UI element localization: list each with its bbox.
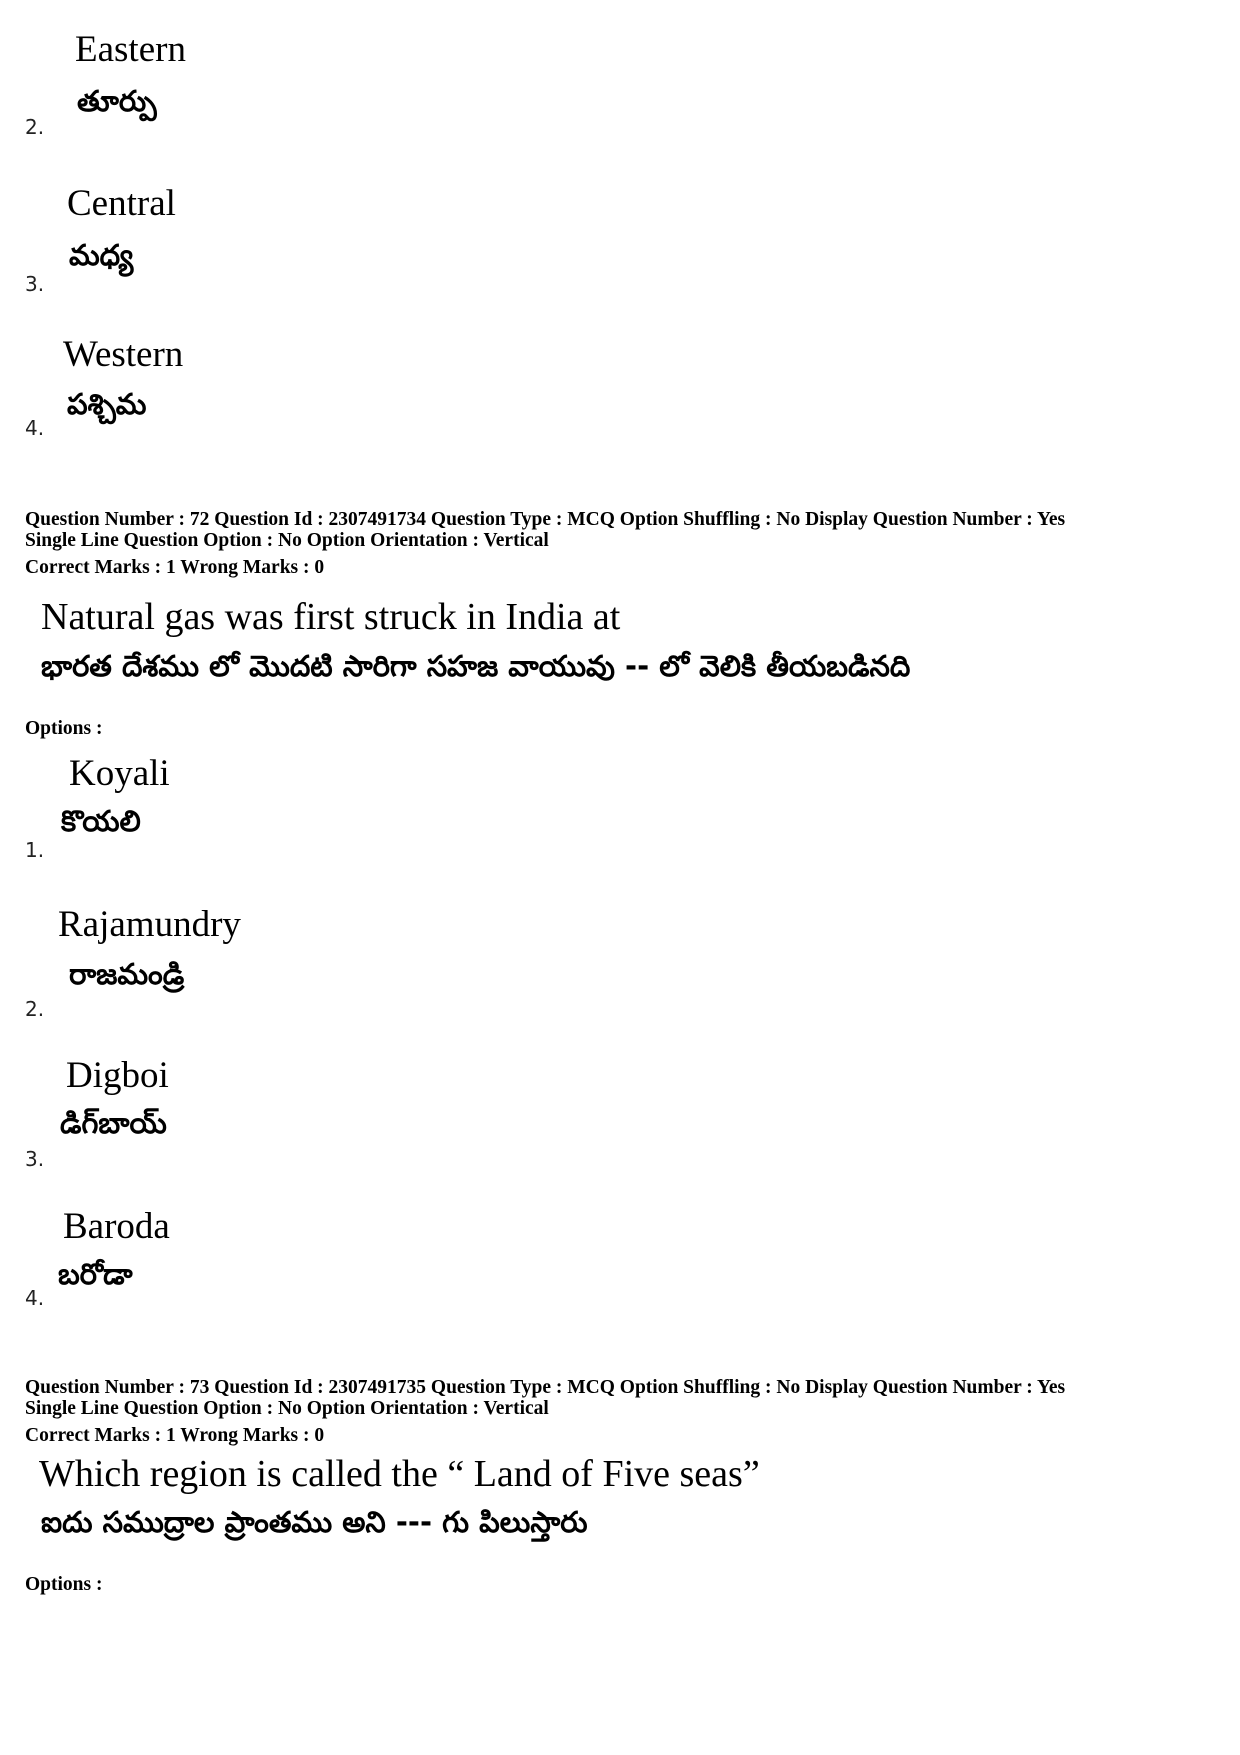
question-meta-line1: Question Number : 72 Question Id : 2307491734 Question Type : MCQ Option Shuffling : No Display Question Number : Yes (25, 509, 1066, 530)
option-telugu: పశ్చిమ (67, 387, 147, 421)
options-label: Options : (25, 1574, 103, 1595)
option-number: 1. (25, 838, 45, 862)
option-telugu: మధ్య (69, 238, 134, 272)
option-number: 4. (25, 1286, 45, 1310)
option-number: 2. (25, 997, 45, 1021)
question-text-telugu: ఐదు సముద్రాల ప్రాంతము అని --- గు పిలుస్తారు (41, 1505, 588, 1539)
option-number: 2. (25, 115, 45, 139)
option-english: Eastern (75, 29, 186, 70)
option-telugu: రాజమండ్రి (69, 957, 185, 991)
option-telugu: డిగ్‌బాయ్ (60, 1106, 167, 1140)
question-text-english: Natural gas was first struck in India at (41, 596, 621, 638)
option-number: 3. (25, 272, 45, 296)
option-english: Western (63, 334, 184, 375)
question-text-english: Which region is called the “ Land of Five seas” (39, 1453, 760, 1495)
question-meta-line2: Single Line Question Option : No Option Orientation : Vertical (25, 1398, 549, 1419)
question-meta-line2: Single Line Question Option : No Option Orientation : Vertical (25, 530, 549, 551)
option-telugu: తూర్పు (77, 84, 157, 118)
option-english: Rajamundry (58, 904, 241, 945)
question-marks: Correct Marks : 1 Wrong Marks : 0 (25, 557, 325, 578)
option-number: 3. (25, 1147, 45, 1171)
option-english: Baroda (63, 1206, 170, 1247)
options-label: Options : (25, 718, 103, 739)
option-telugu: కొయలి (61, 804, 141, 838)
question-meta-line1: Question Number : 73 Question Id : 2307491735 Question Type : MCQ Option Shuffling : No Display Question Number : Yes (25, 1377, 1066, 1398)
option-english: Koyali (69, 753, 170, 794)
option-telugu: బరోడా (58, 1257, 133, 1291)
option-english: Digboi (66, 1055, 169, 1096)
question-marks: Correct Marks : 1 Wrong Marks : 0 (25, 1425, 325, 1446)
option-english: Central (67, 183, 176, 224)
option-number: 4. (25, 416, 45, 440)
question-text-telugu: భారత దేశము లో మొదటి సారిగా సహజ వాయువు -- లో వెలికి తీయబడినది (41, 649, 911, 683)
